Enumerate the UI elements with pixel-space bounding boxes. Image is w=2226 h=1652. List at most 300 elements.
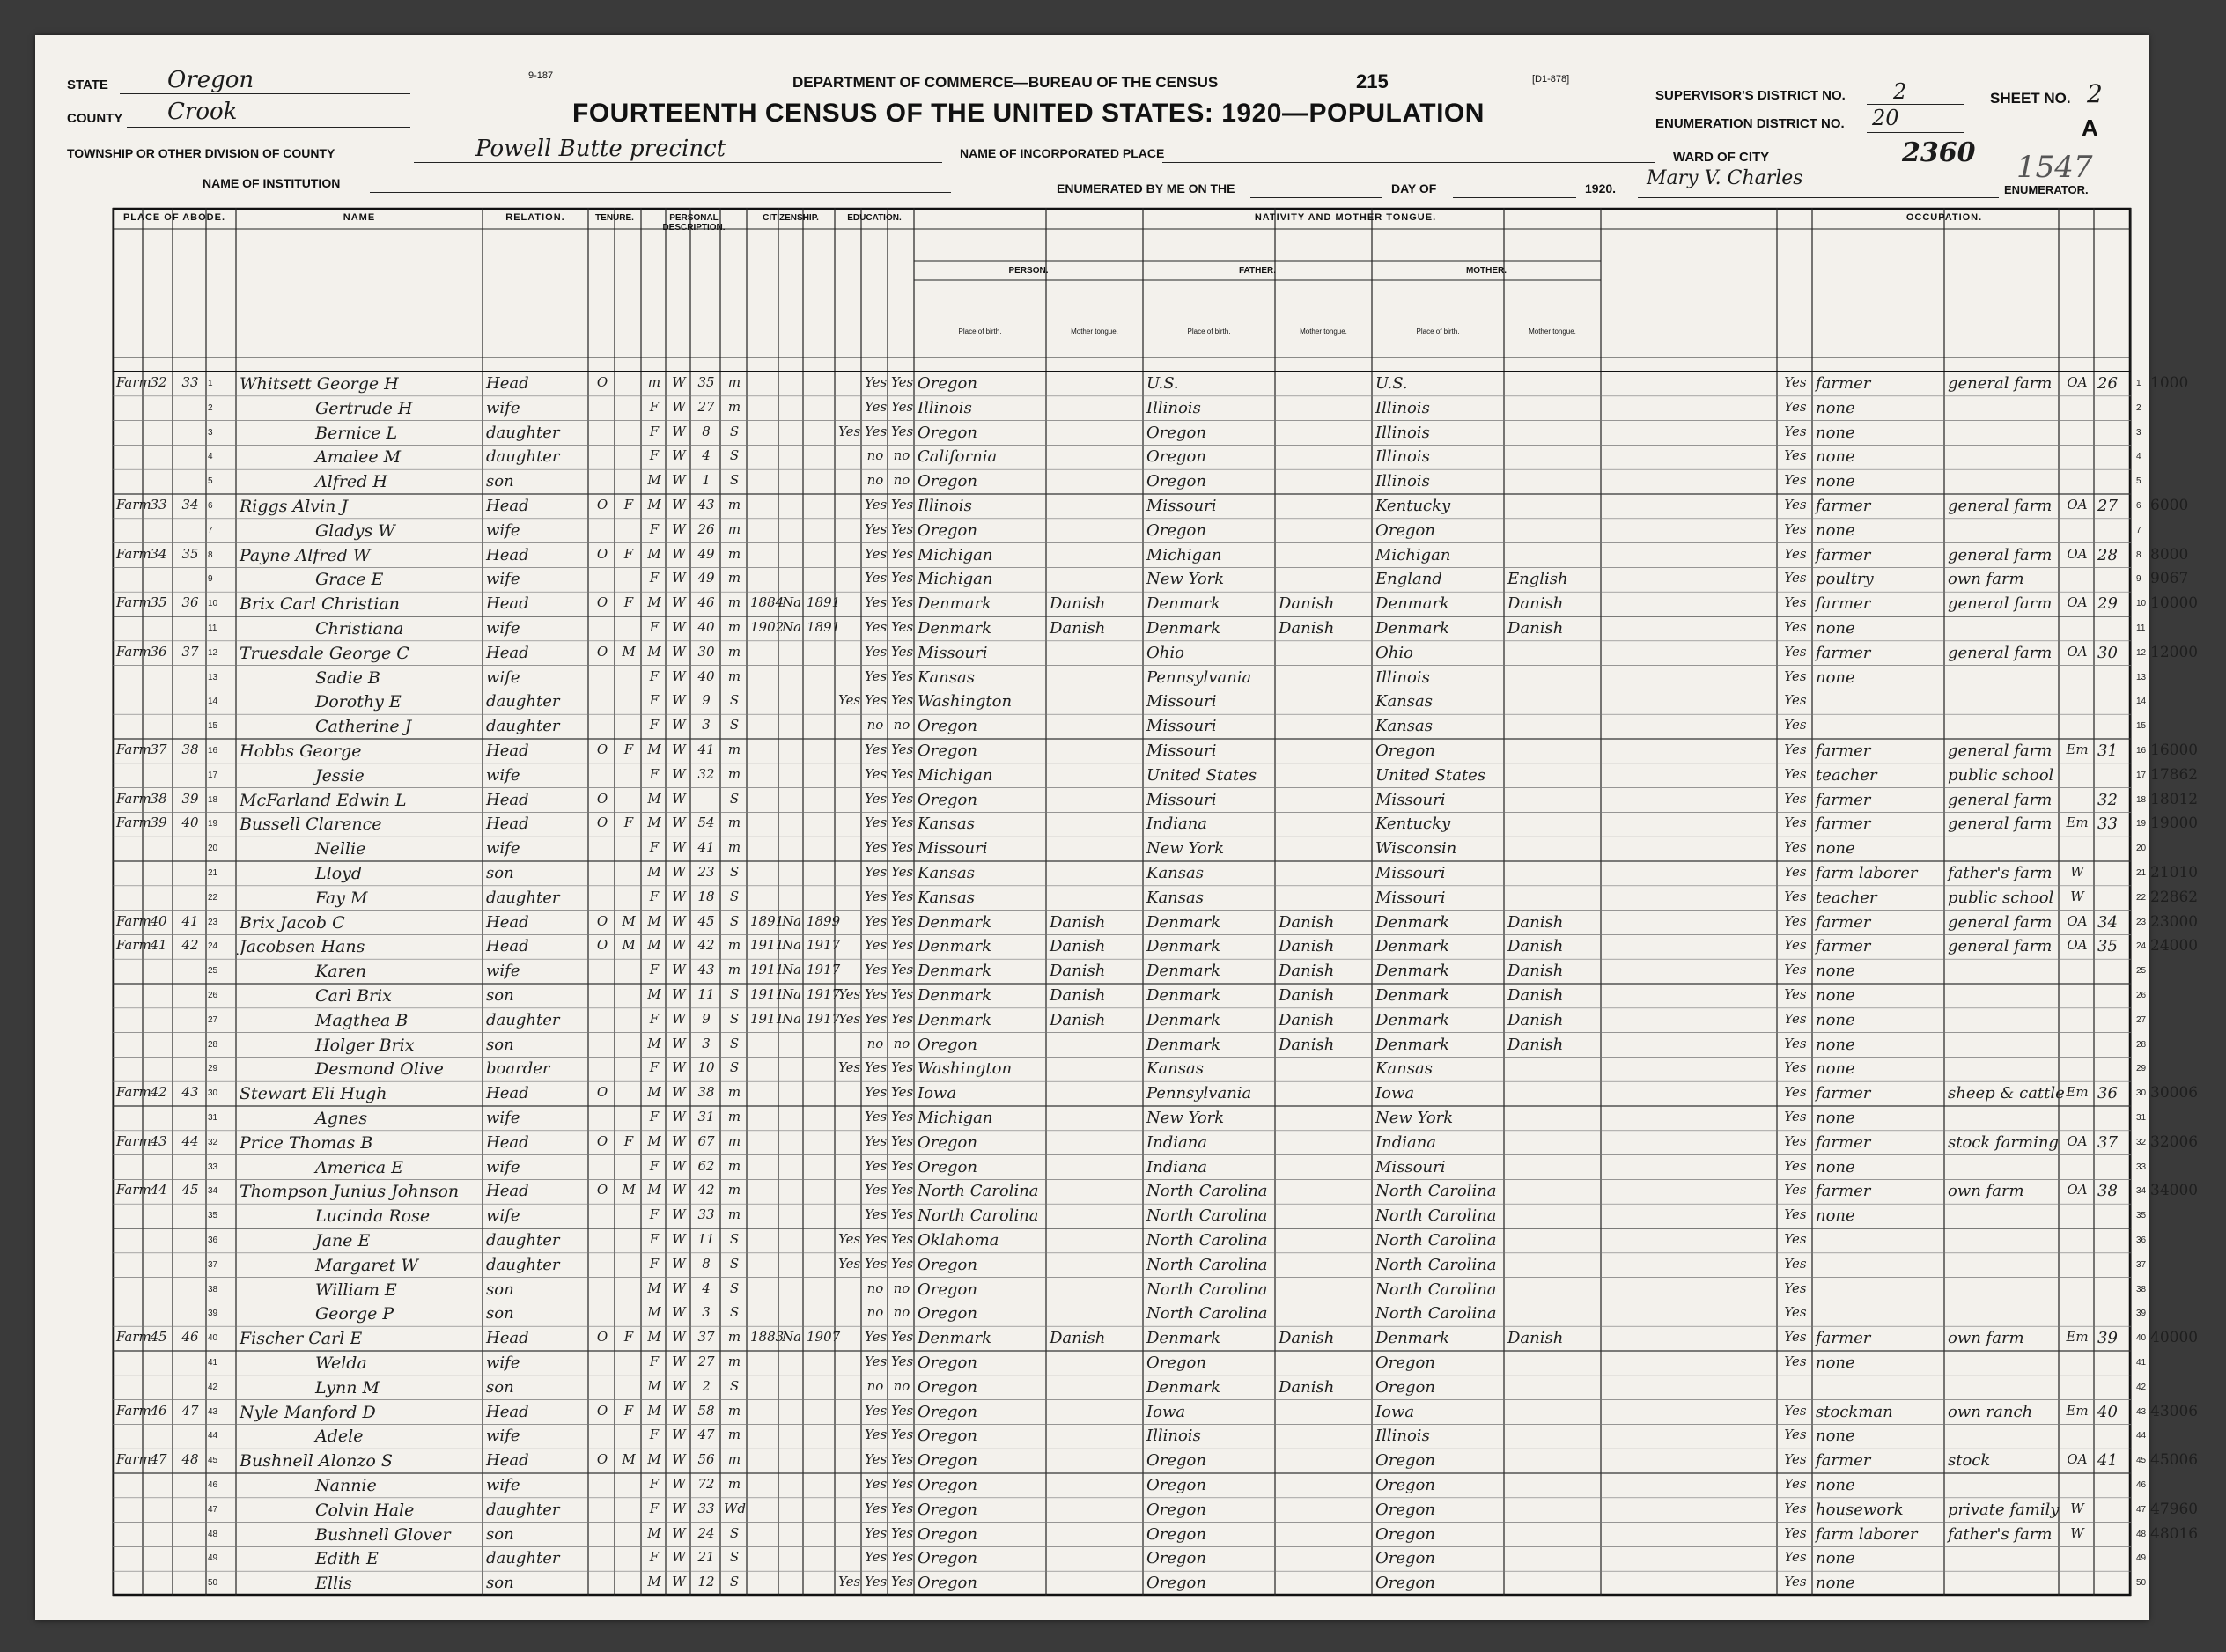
cell-rel: Head <box>486 594 529 614</box>
cell-pob: Washington <box>918 692 1013 712</box>
cell-wr: Yes <box>891 1524 914 1541</box>
line-number-right: 35 <box>2136 1211 2147 1221</box>
cell-name: Edith E <box>315 1549 379 1569</box>
cell-age: 31 <box>697 1109 715 1125</box>
ward-value: 2360 <box>1902 137 1976 168</box>
cell-emp: OA <box>2067 643 2088 660</box>
cell-wr: no <box>893 1280 910 1296</box>
cell-pmt: Danish <box>1050 594 1106 614</box>
cell-wr: Yes <box>891 888 914 904</box>
cell-age: 32 <box>697 765 715 782</box>
cell-rel: daughter <box>486 423 560 442</box>
line-number-right: 47 <box>2136 1504 2147 1515</box>
cell-age: 49 <box>697 545 715 562</box>
cell-eng: Yes <box>1784 1280 1807 1296</box>
cell-rel: daughter <box>486 1010 560 1029</box>
cell-rd: Yes <box>865 1206 888 1223</box>
cell-sex: M <box>647 1524 661 1541</box>
cell-rel: son <box>486 1280 514 1299</box>
cell-emp: OA <box>2067 912 2088 929</box>
sheet-value: 2 <box>2087 79 2103 108</box>
cell-occ: teacher <box>1816 888 1877 907</box>
cell-sex: M <box>647 790 661 807</box>
cell-ind: stock farming <box>1948 1132 2059 1152</box>
line-number-right: 50 <box>2136 1578 2147 1589</box>
line-number: 37 <box>208 1259 218 1270</box>
cell-fpob: New York <box>1146 1109 1225 1127</box>
cell-rd: Yes <box>865 1451 888 1468</box>
cell-imm: 1911 <box>750 1010 785 1027</box>
cell-sex: F <box>649 1353 660 1369</box>
cell-pmt: Danish <box>1050 1010 1106 1029</box>
cell-fpob: Indiana <box>1146 1157 1208 1176</box>
cell-pob: Kansas <box>918 864 975 882</box>
cell-age: 33 <box>697 1206 715 1223</box>
cell-eng: Yes <box>1784 1010 1807 1027</box>
county-value: Crook <box>167 99 238 125</box>
cell-fpob: Kansas <box>1146 1059 1204 1079</box>
cell-att: Yes <box>838 692 861 709</box>
cell-mort: F <box>623 741 634 757</box>
cell-eng: Yes <box>1784 1402 1807 1419</box>
cell-rd: Yes <box>865 937 888 954</box>
cell-occ: farmer <box>1816 790 1871 809</box>
cell-race: W <box>672 447 686 464</box>
cell-eng: Yes <box>1784 667 1807 684</box>
cell-f: 36 <box>150 643 167 660</box>
cell-race: W <box>672 717 686 734</box>
cell-att: Yes <box>838 986 861 1002</box>
cell-sex: M <box>647 815 661 831</box>
cell-sched: 34 <box>2097 912 2118 932</box>
cell-d: Farm <box>116 643 151 660</box>
cell-race: W <box>672 986 686 1002</box>
cell-sex: F <box>649 1010 660 1027</box>
cell-rd: Yes <box>865 545 888 562</box>
cell-ind: own ranch <box>1948 1402 2033 1421</box>
cell-pob: Oregon <box>918 472 977 491</box>
cell-occ: farmer <box>1816 374 1871 393</box>
cell-sex: M <box>647 1377 661 1394</box>
cell-race: W <box>672 790 686 807</box>
cell-ms: S <box>729 1304 740 1321</box>
cell-wr: Yes <box>891 1157 914 1174</box>
cell-nat: Na <box>782 1010 802 1027</box>
cell-age: 10 <box>697 1059 715 1076</box>
cell-ms: S <box>729 888 740 904</box>
department-title: DEPARTMENT OF COMMERCE—BUREAU OF THE CENSUS <box>792 74 1219 91</box>
cell-race: W <box>672 864 686 880</box>
cell-name: Ellis <box>315 1574 352 1594</box>
cell-imm: 1883 <box>750 1329 785 1346</box>
cell-fpob: Oregon <box>1146 1574 1206 1593</box>
cell-s: 43 <box>181 1084 199 1101</box>
cell-sex: M <box>647 643 661 660</box>
cell-s: 34 <box>181 497 199 513</box>
cell-rd: Yes <box>865 986 888 1002</box>
cell-mpob: Illinois <box>1375 472 1430 491</box>
cell-rd: Yes <box>865 912 888 929</box>
cell-name: Price Thomas B <box>240 1132 373 1153</box>
line-number: 27 <box>208 1014 218 1025</box>
table-row <box>113 1253 2147 1278</box>
cell-ms: S <box>729 986 740 1002</box>
cell-fpob: Oregon <box>1146 423 1206 442</box>
table-row <box>113 543 2189 568</box>
cell-age: 42 <box>697 937 715 954</box>
cell-race: W <box>672 570 686 586</box>
cell-occ: none <box>1816 1035 1855 1054</box>
line-number-right: 39 <box>2136 1309 2147 1319</box>
cell-margin-number: 21010 <box>2150 864 2199 881</box>
cell-eng: Yes <box>1784 692 1807 709</box>
cell-s: 35 <box>181 545 199 562</box>
cell-name: Nannie <box>315 1476 377 1495</box>
cell-name: Fischer Carl E <box>240 1329 363 1349</box>
table-row <box>113 1179 2199 1204</box>
cell-mort: F <box>623 545 634 562</box>
cell-rel: wife <box>486 765 520 785</box>
cell-fpob: Missouri <box>1146 497 1217 515</box>
cell-pob: North Carolina <box>918 1206 1039 1226</box>
cell-emp: Em <box>2066 815 2089 831</box>
cell-race: W <box>672 1353 686 1369</box>
table-row <box>113 372 2189 396</box>
cell-name: Fay M <box>315 888 368 908</box>
table-row <box>113 1278 2147 1302</box>
cell-eng: Yes <box>1784 497 1807 513</box>
cell-name: Gladys W <box>315 520 395 541</box>
line-number: 20 <box>208 844 218 854</box>
cell-wr: Yes <box>891 545 914 562</box>
cell-mmt: Danish <box>1507 619 1564 638</box>
cell-rd: Yes <box>865 398 888 415</box>
cell-sex: F <box>649 423 660 439</box>
cell-wr: Yes <box>891 839 914 856</box>
line-number-right: 9 <box>2136 574 2141 585</box>
cell-rel: wife <box>486 1109 520 1127</box>
col-group-occupation: OCCUPATION. <box>1905 212 1983 223</box>
cell-race: W <box>672 888 686 904</box>
cell-pob: Oregon <box>918 520 977 540</box>
cell-eng: Yes <box>1784 962 1807 978</box>
cell-eng: Yes <box>1784 888 1807 904</box>
table-row <box>113 1131 2199 1155</box>
cell-ind: father's farm <box>1948 1524 2053 1544</box>
cell-age: 23 <box>697 864 715 880</box>
line-number: 13 <box>208 672 218 682</box>
cell-yn: 1917 <box>807 962 841 978</box>
cell-mpob: Missouri <box>1375 1157 1446 1176</box>
cell-ms: m <box>727 962 741 978</box>
cell-rel: wife <box>486 1427 520 1446</box>
cell-rd: no <box>866 1304 884 1321</box>
cell-name: Brix Carl Christian <box>240 594 400 615</box>
cell-margin-number: 23000 <box>2150 912 2199 931</box>
line-number-right: 8 <box>2136 549 2141 560</box>
cell-d: Farm <box>116 374 151 390</box>
line-number-right: 46 <box>2136 1480 2147 1490</box>
cell-rd: Yes <box>865 667 888 684</box>
cell-ms: m <box>727 374 741 390</box>
cell-margin-number: 22862 <box>2150 888 2199 906</box>
table-row <box>113 1424 2147 1449</box>
cell-f: 40 <box>150 912 167 929</box>
cell-age: 3 <box>702 717 711 734</box>
cell-mmt: Danish <box>1507 594 1564 614</box>
cell-rd: Yes <box>865 888 888 904</box>
cell-own: O <box>596 594 608 611</box>
cell-sex: F <box>649 1157 660 1174</box>
cell-name: Amalee M <box>315 447 402 468</box>
line-number: 41 <box>208 1358 218 1368</box>
cell-rd: Yes <box>865 1549 888 1566</box>
cell-wr: Yes <box>891 986 914 1002</box>
cell-sched: 41 <box>2097 1451 2118 1471</box>
cell-name: Carl Brix <box>315 986 392 1006</box>
cell-race: W <box>672 1231 686 1247</box>
table-row <box>113 1375 2147 1400</box>
cell-age: 4 <box>702 447 711 464</box>
cell-d: Farm <box>116 497 151 513</box>
cell-fpob: Pennsylvania <box>1146 667 1252 687</box>
cell-age: 42 <box>697 1182 715 1198</box>
line-number: 44 <box>208 1431 218 1442</box>
cell-fpob: North Carolina <box>1146 1255 1268 1274</box>
cell-wr: Yes <box>891 1500 914 1516</box>
cell-mpob: Illinois <box>1375 1427 1430 1446</box>
person-mt-head: Mother tongue. <box>1071 328 1118 336</box>
cell-margin-number: 34000 <box>2150 1182 2199 1200</box>
line-number: 16 <box>208 746 218 756</box>
cell-d: Farm <box>116 1084 151 1101</box>
cell-occ: farmer <box>1816 741 1871 760</box>
cell-ms: m <box>727 570 741 586</box>
line-number: 36 <box>208 1235 218 1245</box>
cell-race: W <box>672 962 686 978</box>
cell-fpob: Missouri <box>1146 717 1217 736</box>
cell-rd: Yes <box>865 1157 888 1174</box>
table-row <box>113 861 2199 886</box>
cell-occ: none <box>1816 1206 1855 1226</box>
cell-sex: M <box>647 1182 661 1198</box>
cell-rel: Head <box>486 1132 529 1152</box>
cell-mpob: Illinois <box>1375 398 1430 417</box>
cell-s: 40 <box>181 815 199 831</box>
cell-pob: Washington <box>918 1059 1013 1079</box>
line-number: 11 <box>208 623 217 633</box>
cell-age: 49 <box>697 570 715 586</box>
line-number-right: 44 <box>2136 1431 2147 1442</box>
cell-rel: Head <box>486 815 529 834</box>
cell-race: W <box>672 741 686 757</box>
cell-d: Farm <box>116 937 151 954</box>
col-group-citizenship: CITIZENSHIP. <box>763 213 819 223</box>
cell-fmt: Danish <box>1279 594 1335 614</box>
cell-sex: M <box>647 864 661 880</box>
cell-ms: m <box>727 1157 741 1174</box>
cell-ms: m <box>727 741 741 757</box>
cell-fmt: Danish <box>1279 1377 1335 1397</box>
line-number: 29 <box>208 1064 218 1074</box>
cell-pmt: Danish <box>1050 1329 1106 1348</box>
cell-fmt: Danish <box>1279 986 1335 1005</box>
cell-rd: Yes <box>865 643 888 660</box>
cell-mpob: Oregon <box>1375 1451 1435 1471</box>
line-number-right: 1 <box>2136 379 2141 388</box>
cell-eng: Yes <box>1784 1574 1807 1590</box>
table-row <box>113 739 2199 763</box>
cell-fpob: Illinois <box>1146 398 1201 417</box>
cell-margin-number: 18012 <box>2150 790 2199 808</box>
line-number-right: 32 <box>2136 1137 2147 1147</box>
cell-ms: S <box>729 912 740 929</box>
cell-sex: F <box>649 888 660 904</box>
table-row <box>113 1057 2147 1081</box>
table-row <box>113 763 2199 788</box>
cell-occ: farm laborer <box>1816 864 1918 882</box>
cell-age: 3 <box>702 1304 711 1321</box>
cell-occ: stockman <box>1816 1402 1893 1421</box>
cell-rd: Yes <box>865 1574 888 1590</box>
cell-ms: S <box>729 692 740 709</box>
cell-mpob: Oregon <box>1375 1549 1435 1568</box>
cell-rd: no <box>866 1280 884 1296</box>
cell-sex: M <box>647 1304 661 1321</box>
cell-eng: Yes <box>1784 1035 1807 1051</box>
cell-mpob: Oregon <box>1375 1524 1435 1544</box>
cell-pob: Oregon <box>918 1132 977 1152</box>
line-number-right: 24 <box>2136 941 2147 952</box>
cell-race: W <box>672 1109 686 1125</box>
cell-pob: Oregon <box>918 374 977 393</box>
cell-emp: OA <box>2067 545 2088 562</box>
line-number: 5 <box>208 476 213 487</box>
table-row <box>113 1326 2199 1351</box>
cell-yn: 1891 <box>807 594 841 611</box>
table-row <box>113 421 2141 446</box>
cell-rd: Yes <box>865 1255 888 1272</box>
cell-race: W <box>672 1132 686 1149</box>
cell-att: Yes <box>838 1231 861 1247</box>
cell-race: W <box>672 912 686 929</box>
cell-ms: S <box>729 1280 740 1296</box>
cell-mpob: Kentucky <box>1375 815 1451 834</box>
cell-pob: Oregon <box>918 1402 977 1421</box>
cell-ms: S <box>729 472 740 489</box>
cell-rel: daughter <box>486 447 560 467</box>
line-number: 6 <box>208 501 213 511</box>
cell-age: 4 <box>702 1280 711 1296</box>
cell-imm: 1884 <box>750 594 785 611</box>
line-number-right: 10 <box>2136 599 2147 609</box>
cell-eng: Yes <box>1784 839 1807 856</box>
cell-mpob: North Carolina <box>1375 1231 1497 1250</box>
cell-rel: Head <box>486 937 529 956</box>
line-number: 34 <box>208 1186 218 1197</box>
cell-s: 37 <box>181 643 199 660</box>
cell-fpob: Oregon <box>1146 1451 1206 1471</box>
cell-rd: Yes <box>865 374 888 390</box>
line-number: 23 <box>208 917 218 927</box>
cell-fpob: Pennsylvania <box>1146 1084 1252 1103</box>
cell-ms: S <box>729 1574 740 1590</box>
cell-eng: Yes <box>1784 1109 1807 1125</box>
cell-mpob: Ohio <box>1375 643 1413 662</box>
cell-pob: Kansas <box>918 815 975 834</box>
cell-margin-number: 1000 <box>2150 374 2189 392</box>
cell-eng: Yes <box>1784 1476 1807 1492</box>
cell-pob: California <box>918 447 998 467</box>
line-number: 32 <box>208 1137 218 1147</box>
cell-mpob: Missouri <box>1375 864 1446 882</box>
cell-rel: son <box>486 986 514 1005</box>
cell-emp: OA <box>2067 374 2088 390</box>
cell-ms: S <box>729 1035 740 1051</box>
cell-wr: Yes <box>891 937 914 954</box>
cell-pob: Michigan <box>918 765 993 785</box>
cell-age: 12 <box>697 1574 715 1590</box>
cell-rel: wife <box>486 1353 520 1372</box>
cell-ms: m <box>727 1451 741 1468</box>
cell-ind: own farm <box>1948 570 2024 589</box>
cell-rd: Yes <box>865 1132 888 1149</box>
cell-name: Adele <box>315 1427 364 1447</box>
cell-own: O <box>596 741 608 757</box>
cell-age: 8 <box>702 1255 711 1272</box>
cell-ms: Wd <box>724 1500 747 1516</box>
line-number: 43 <box>208 1406 218 1417</box>
cell-ind: general farm <box>1948 374 2053 393</box>
cell-eng: Yes <box>1784 374 1807 390</box>
line-number-right: 49 <box>2136 1553 2147 1564</box>
cell-mpob: North Carolina <box>1375 1182 1497 1201</box>
cell-sex: M <box>647 986 661 1002</box>
cell-sex: m <box>647 374 661 390</box>
cell-own: O <box>596 1402 608 1419</box>
cell-sex: M <box>647 937 661 954</box>
cell-pob: Illinois <box>918 497 972 515</box>
cell-d: Farm <box>116 545 151 562</box>
cell-race: W <box>672 839 686 856</box>
cell-f: 33 <box>150 497 167 513</box>
line-number-right: 19 <box>2136 819 2147 830</box>
cell-mpob: New York <box>1375 1109 1454 1127</box>
cell-sex: F <box>649 619 660 635</box>
cell-eng: Yes <box>1784 472 1807 489</box>
cell-name: Margaret W <box>315 1255 418 1275</box>
line-number: 22 <box>208 892 218 903</box>
cell-ms: S <box>729 1010 740 1027</box>
cell-ms: m <box>727 1476 741 1492</box>
table-row <box>113 1449 2199 1473</box>
cell-sex: F <box>649 839 660 856</box>
cell-rel: wife <box>486 520 520 540</box>
line-number-right: 42 <box>2136 1382 2147 1392</box>
cell-pob: Michigan <box>918 570 993 589</box>
cell-occ: none <box>1816 962 1855 981</box>
cell-fpob: Denmark <box>1146 937 1220 956</box>
table-row <box>113 1523 2199 1547</box>
cell-wr: Yes <box>891 1451 914 1468</box>
cell-name: Truesdale George C <box>240 643 409 663</box>
cell-fpob: Oregon <box>1146 472 1206 491</box>
cell-sex: F <box>649 1109 660 1125</box>
enumerator-value: Mary V. Charles <box>1647 167 1803 189</box>
cell-ms: m <box>727 1109 741 1125</box>
state-value: Oregon <box>167 67 254 93</box>
county-label: COUNTY <box>67 111 123 126</box>
